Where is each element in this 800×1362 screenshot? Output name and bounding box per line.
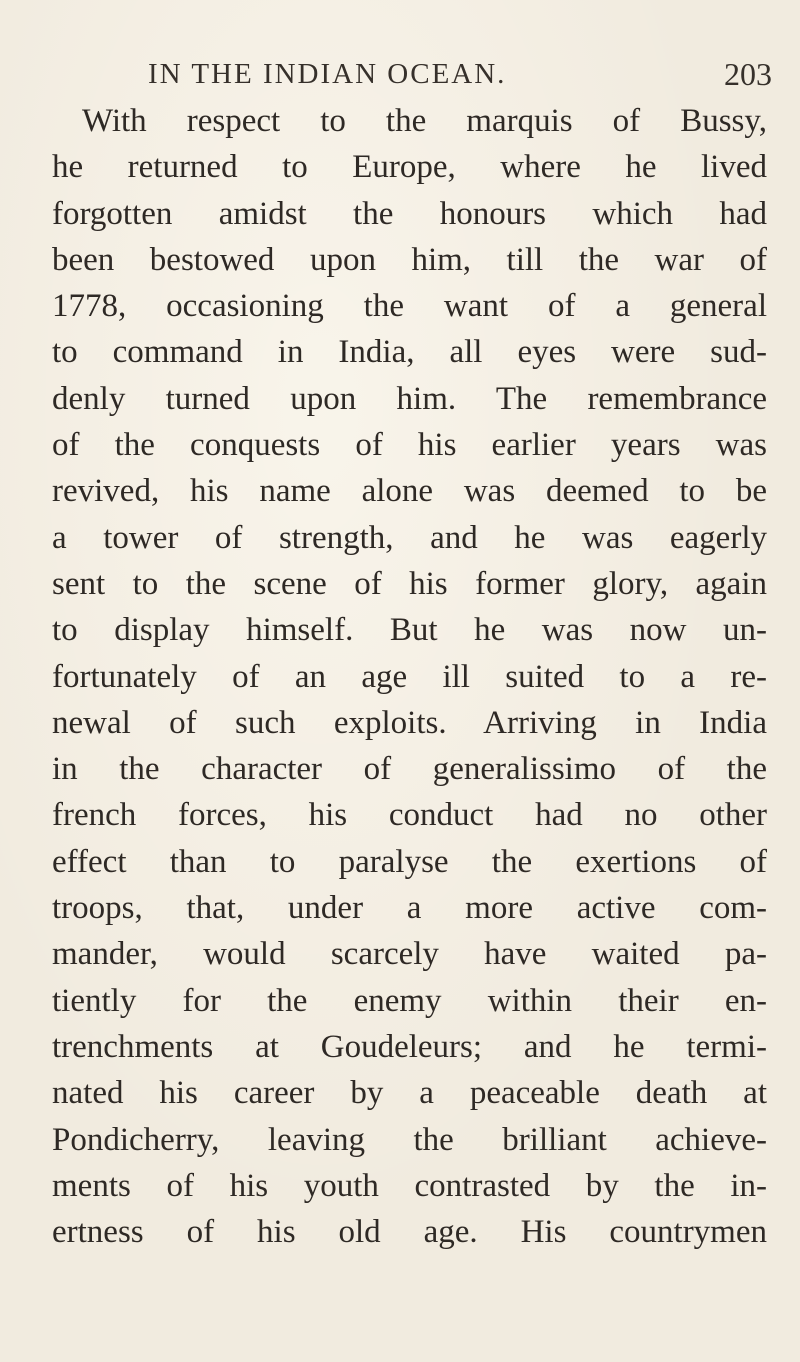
- page-number: 203: [724, 56, 772, 92]
- text-line: revived, his name alone was deemed to be: [52, 473, 767, 510]
- text-line: to command in India, all eyes were sud-: [52, 334, 767, 371]
- text-line: trenchments at Goudeleurs; and he termi-: [52, 1028, 767, 1065]
- text-line: effect than to paralyse the exertions of: [52, 843, 767, 880]
- text-line: nated his career by a peaceable death at: [52, 1075, 767, 1112]
- text-line: been bestowed upon him, till the war of: [52, 241, 767, 278]
- text-line: a tower of strength, and he was eagerly: [52, 519, 767, 556]
- text-line: forgotten amidst the honours which had: [52, 195, 767, 232]
- text-line: sent to the scene of his former glory, again: [52, 565, 767, 602]
- text-line: ertness of his old age. His countrymen: [52, 1214, 767, 1251]
- text-line: to display himself. But he was now un-: [52, 612, 767, 649]
- text-line: denly turned upon him. The remembrance: [52, 380, 767, 417]
- text-line: newal of such exploits. Arriving in India: [52, 704, 767, 741]
- text-line: of the conquests of his earlier years was: [52, 427, 767, 464]
- body-text: [52, 98, 767, 1255]
- text-line: mander, would scarcely have waited pa-: [52, 936, 767, 973]
- text-line: Pondicherry, leaving the brilliant achieve-: [52, 1121, 767, 1158]
- text-line: troops, that, under a more active com-: [52, 890, 767, 927]
- text-line: in the character of generalissimo of the: [52, 751, 767, 788]
- running-head: [0, 58, 800, 98]
- running-head-title: IN THE INDIAN OCEAN.: [148, 58, 507, 90]
- text-line: With respect to the marquis of Bussy,: [82, 103, 767, 139]
- text-line: ments of his youth contrasted by the in-: [52, 1167, 767, 1204]
- text-line: 1778, occasioning the want of a general: [52, 288, 767, 325]
- text-line: he returned to Europe, where he lived: [52, 149, 767, 186]
- text-line: fortunately of an age ill suited to a re-: [52, 658, 767, 695]
- text-line: french forces, his conduct had no other: [52, 797, 767, 834]
- text-line: tiently for the enemy within their en-: [52, 982, 767, 1019]
